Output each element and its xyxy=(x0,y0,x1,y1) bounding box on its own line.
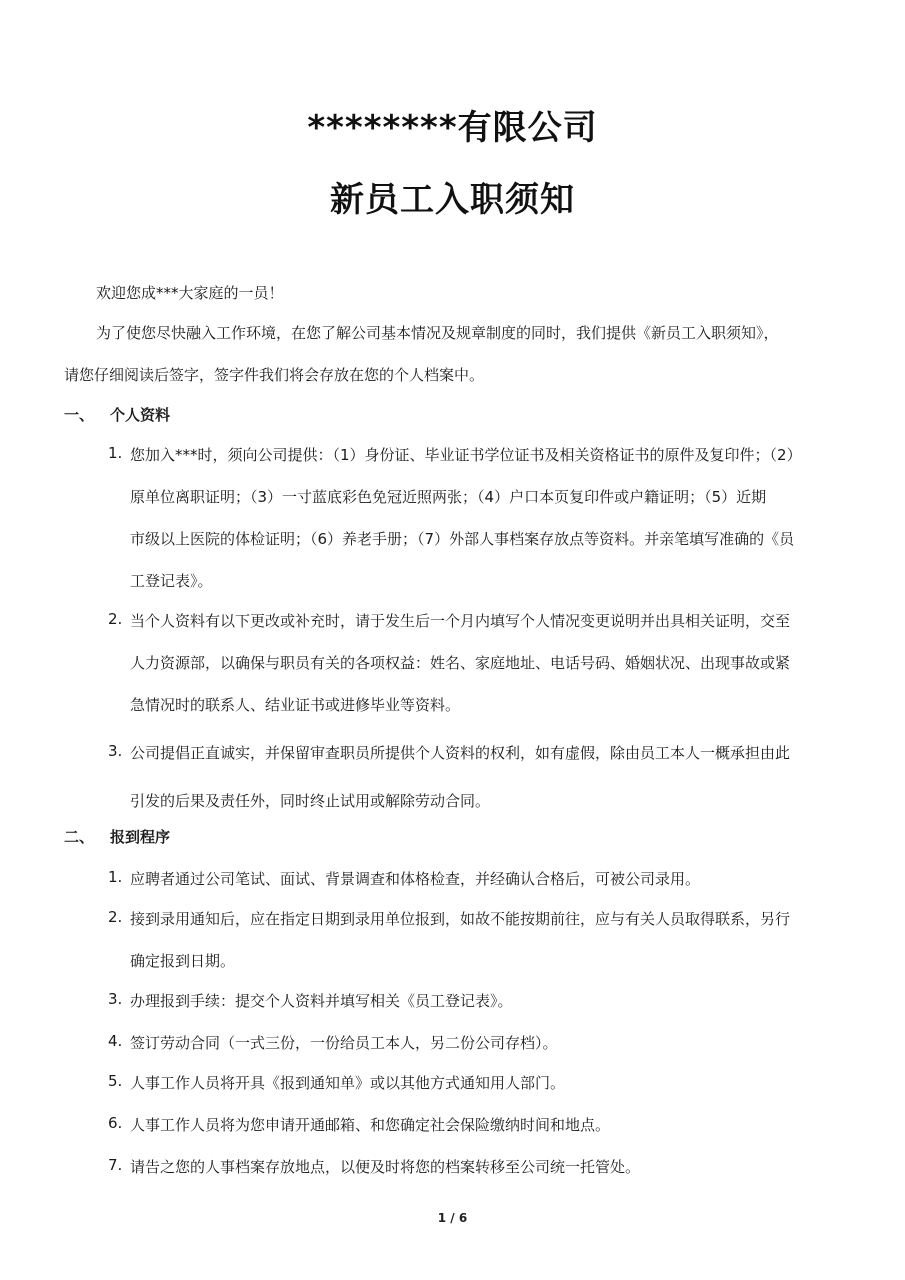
welcome-text: 欢迎您成***大家庭的一员！ xyxy=(96,284,284,302)
list-number: 5. xyxy=(108,1072,123,1090)
text-line: 请告之您的人事档案存放地点，以便及时将您的档案转移至公司统一托管处。 xyxy=(130,1158,641,1176)
list-number: 1. xyxy=(108,444,123,462)
text-line: 工登记表》。 xyxy=(130,572,213,590)
text-line: 人力资源部，以确保与职员有关的各项权益：姓名、家庭地址、电话号码、婚姻状况、出现事故或紧 xyxy=(130,654,791,672)
section-number: 一、 xyxy=(64,406,95,424)
list-number: 3. xyxy=(108,742,123,760)
company-title: ********有限公司 xyxy=(307,108,598,148)
text-line: 原单位离职证明；（3）一寸蓝底彩色免冠近照两张；（4）户口本页复印件或户籍证明；（5）近期 xyxy=(130,488,767,506)
section-heading-onboarding xyxy=(64,826,170,848)
list-number: 1. xyxy=(108,868,123,886)
text-line: 市级以上医院的体检证明；（6）养老手册；（7）外部人事档案存放点等资料。并亲笔填写准确的《员 xyxy=(130,530,795,548)
list-number: 2. xyxy=(108,908,123,926)
text-line: 公司提倡正直诚实，并保留审查职员所提供个人资料的权利，如有虚假，除由员工本人一概承担由此 xyxy=(130,744,791,762)
section-number: 二、 xyxy=(64,828,95,846)
text-line: 签订劳动合同（一式三份，一份给员工本人，另二份公司存档）。 xyxy=(130,1034,558,1052)
text-line: 确定报到日期。 xyxy=(130,952,236,970)
page-number: 1 / 6 xyxy=(437,1211,468,1225)
list-number: 3. xyxy=(108,990,123,1008)
text-line: 人事工作人员将开具《报到通知单》或以其他方式通知用人部门。 xyxy=(130,1074,566,1092)
intro-text-line-2: 请您仔细阅读后签字，签字件我们将会存放在您的个人档案中。 xyxy=(64,366,485,384)
document-title: 新员工入职须知 xyxy=(330,180,575,220)
text-line: 急情况时的联系人、结业证书或进修毕业等资料。 xyxy=(130,696,461,714)
section-title: 报到程序 xyxy=(110,828,171,846)
text-line: 应聘者通过公司笔试、面试、背景调查和体格检查，并经确认合格后，可被公司录用。 xyxy=(130,870,701,888)
list-number: 7. xyxy=(108,1156,123,1174)
text-line: 接到录用通知后，应在指定日期到录用单位报到，如故不能按期前往，应与有关人员取得联系，另行 xyxy=(130,910,791,928)
list-number: 4. xyxy=(108,1032,123,1050)
text-line: 当个人资料有以下更改或补充时，请于发生后一个月内填写个人情况变更说明并出具相关证明，交至 xyxy=(130,612,791,630)
text-line: 引发的后果及责任外，同时终止试用或解除劳动合同。 xyxy=(130,792,491,810)
text-line: 您加入***时，须向公司提供：（1）身份证、毕业证书学位证书及相关资格证书的原件及复印件；（2） xyxy=(130,446,802,464)
list-number: 2. xyxy=(108,610,123,628)
text-line: 人事工作人员将为您申请开通邮箱、和您确定社会保险缴纳时间和地点。 xyxy=(130,1116,611,1134)
list-number: 6. xyxy=(108,1114,123,1132)
section-heading-personal-info xyxy=(64,404,170,426)
section-title: 个人资料 xyxy=(110,406,171,424)
intro-text-line-1: 为了使您尽快融入工作环境，在您了解公司基本情况及规章制度的同时，我们提供《新员工入职须知》， xyxy=(96,324,779,342)
text-line: 办理报到手续：提交个人资料并填写相关《员工登记表》。 xyxy=(130,992,513,1010)
